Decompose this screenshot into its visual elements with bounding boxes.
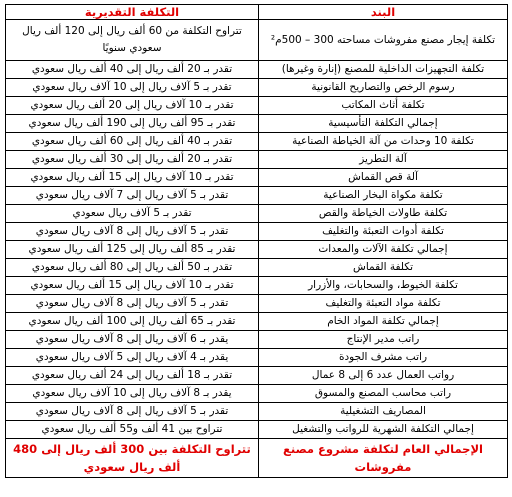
table-header-row — [6, 5, 508, 20]
row-cost-cell: تقدر بـ 5 آلاف ريال إلى 8 آلاف ريال سعودي — [6, 223, 259, 241]
row-item-cell: آلة التطريز — [259, 151, 508, 169]
table-row — [6, 367, 508, 385]
table-row — [6, 295, 508, 313]
table-row — [6, 259, 508, 277]
row-item-cell: تكلفة مكواة البخار الصناعية — [259, 187, 508, 205]
row-item-cell: إجمالي التكلفة التأسيسية — [259, 115, 508, 133]
table-row — [6, 241, 508, 259]
table-row — [6, 133, 508, 151]
table-row — [6, 421, 508, 439]
row-item-cell: تكلفة طاولات الخياطة والقص — [259, 205, 508, 223]
row-cost-cell: تتراوح بين 41 ألف و55 ألف ريال سعودي — [6, 421, 259, 439]
row-cost-cell: تقدر بـ 10 آلاف ريال إلى 20 ألف ريال سعودي — [6, 97, 259, 115]
row-cost-cell: يقدر بـ 8 آلاف ريال إلى 10 آلاف ريال سعودي — [6, 385, 259, 403]
row-item-cell: المصاريف التشغيلية — [259, 403, 508, 421]
row-item-cell: تكلفة 10 وحدات من آلة الخياطة الصناعية — [259, 133, 508, 151]
row-cost-cell: يقدر بـ 6 آلاف ريال إلى 8 آلاف ريال سعودي — [6, 331, 259, 349]
table-row — [6, 403, 508, 421]
row-cost-cell: تتراوح التكلفة من 60 ألف ريال إلى 120 ألف ريال سعودي سنويًا — [6, 20, 259, 61]
row-item-cell: راتب محاسب المصنع والمسوق — [259, 385, 508, 403]
table-row — [6, 313, 508, 331]
row-cost-cell: تقدر بـ 10 آلاف ريال إلى 15 ألف ريال سعودي — [6, 169, 259, 187]
table-row — [6, 277, 508, 295]
row-cost-cell: تقدر بـ 10 آلاف ريال إلى 15 ألف ريال سعودي — [6, 277, 259, 295]
table-row — [6, 79, 508, 97]
row-item-cell: تكلفة إيجار مصنع مفروشات مساحته 300 – 500م² — [259, 20, 508, 61]
row-item-cell: تكلفة أدوات التعبئة والتغليف — [259, 223, 508, 241]
cost-table — [5, 4, 508, 478]
row-item-cell: تكلفة مواد التعبئة والتغليف — [259, 295, 508, 313]
table-row — [6, 385, 508, 403]
row-cost-cell: تقدر بـ 5 آلاف ريال إلى 8 آلاف ريال سعودي — [6, 403, 259, 421]
table-row — [6, 349, 508, 367]
row-cost-cell: يقدر بـ 4 آلاف ريال إلى 5 آلاف ريال سعودي — [6, 349, 259, 367]
row-cost-cell: تقدر بـ 5 آلاف ريال سعودي — [6, 205, 259, 223]
row-cost-cell: تقدر بـ 5 آلاف ريال إلى 8 آلاف ريال سعودي — [6, 295, 259, 313]
table-row — [6, 169, 508, 187]
cost-column-header: التكلفة التقديرية — [6, 5, 259, 20]
row-cost-cell: تقدر بـ 85 ألف ريال إلى 125 ألف ريال سعودي — [6, 241, 259, 259]
row-item-cell: آلة قص القماش — [259, 169, 508, 187]
row-cost-cell: تقدر بـ 18 ألف ريال إلى 24 ألف ريال سعودي — [6, 367, 259, 385]
table-row — [6, 187, 508, 205]
table-row — [6, 331, 508, 349]
item-column-header: البند — [259, 5, 508, 20]
row-cost-cell: تقدر بـ 5 آلاف ريال إلى 7 آلاف ريال سعودي — [6, 187, 259, 205]
row-item-cell: رواتب العمال عدد 6 إلى 8 عمال — [259, 367, 508, 385]
table-row — [6, 97, 508, 115]
row-item-cell: رسوم الرخص والتصاريح القانونية — [259, 79, 508, 97]
row-cost-cell: تقدر بـ 50 ألف ريال إلى 80 ألف ريال سعودي — [6, 259, 259, 277]
table-row — [6, 20, 508, 61]
row-cost-cell: تقدر بـ 95 ألف ريال إلى 190 ألف ريال سعودي — [6, 115, 259, 133]
table-row — [6, 61, 508, 79]
row-item-cell: تكلفة الخيوط، والسحابات، والأزرار — [259, 277, 508, 295]
row-cost-cell: تقدر بـ 65 ألف ريال إلى 100 ألف ريال سعودي — [6, 313, 259, 331]
row-item-cell: إجمالي تكلفة الآلات والمعدات — [259, 241, 508, 259]
row-item-cell: تكلفة التجهيزات الداخلية للمصنع (إنارة وغيرها) — [259, 61, 508, 79]
row-cost-cell: تقدر بـ 20 ألف ريال إلى 40 ألف ريال سعودي — [6, 61, 259, 79]
table-row — [6, 223, 508, 241]
row-item-cell: إجمالي التكلفة الشهرية للرواتب والتشغيل — [259, 421, 508, 439]
row-item-cell: إجمالي تكلفة المواد الخام — [259, 313, 508, 331]
row-item-cell: راتب مشرف الجودة — [259, 349, 508, 367]
row-item-cell: تكلفة القماش — [259, 259, 508, 277]
table-row — [6, 115, 508, 133]
grand-total-label: الإجمالي العام لتكلفة مشروع مصنع مفروشات — [259, 439, 508, 478]
table-row — [6, 151, 508, 169]
row-item-cell: راتب مدير الإنتاج — [259, 331, 508, 349]
row-cost-cell: تقدر بـ 5 آلاف ريال إلى 10 آلاف ريال سعودي — [6, 79, 259, 97]
grand-total-row — [6, 439, 508, 478]
grand-total-value: تتراوح التكلفة بين 300 ألف ريال إلى 480 ألف ريال سعودي — [6, 439, 259, 478]
row-item-cell: تكلفة أثاث المكاتب — [259, 97, 508, 115]
table-row — [6, 205, 508, 223]
row-cost-cell: تقدر بـ 40 ألف ريال إلى 60 ألف ريال سعودي — [6, 133, 259, 151]
cost-table-container — [5, 4, 507, 478]
row-cost-cell: تقدر بـ 20 ألف ريال إلى 30 ألف ريال سعودي — [6, 151, 259, 169]
